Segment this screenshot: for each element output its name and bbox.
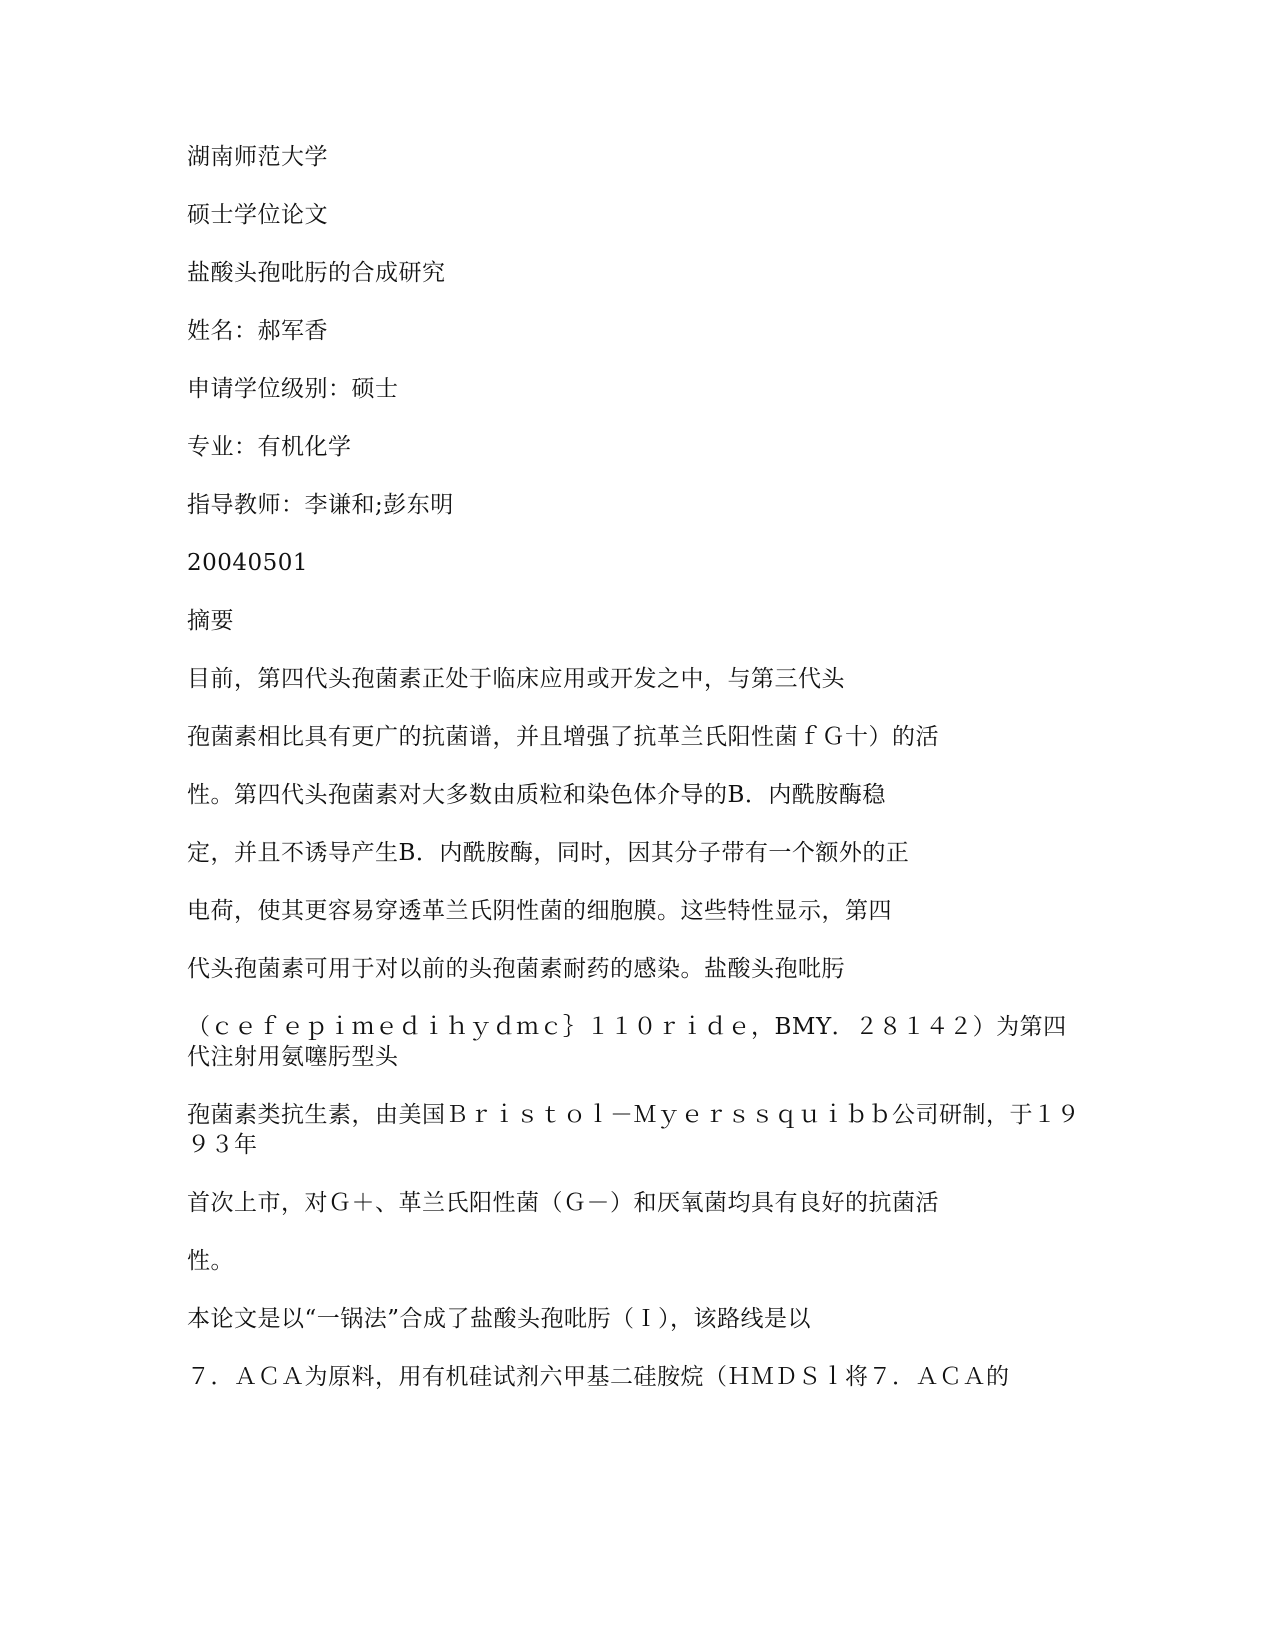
advisor: 指导教师：李谦和;彭东明 [187,492,454,518]
abstract-line: 本论文是以“一锅法”合成了盐酸头孢吡肟（Ｉ），该路线是以 [187,1306,812,1332]
university-name: 湖南师范大学 [187,144,328,170]
abstract-line: ７．ＡＣＡ为原料，用有机硅试剂六甲基二硅胺烷（ＨＭＤＳｌ将７．ＡＣＡ的 [187,1364,1010,1390]
degree-level: 申请学位级别：硕士 [187,376,399,402]
abstract-line: 孢菌素类抗生素，由美国Ｂｒｉｓｔｏｌ－Ｍｙｅｒｓｓｑｕｉｂｂ公司研制，于１９９３年 [187,1102,1080,1158]
abstract-line: 首次上市，对Ｇ＋、革兰氏阳性菌（Ｇ－）和厌氧菌均具有良好的抗菌活 [187,1190,939,1216]
date: 20040501 [187,550,309,576]
author-name: 姓名：郝军香 [187,318,328,344]
degree-type: 硕士学位论文 [187,202,328,228]
abstract-line: （ｃｅｆｅｐｉｍｅｄｉｈｙｄｍｃ｝１１０ｒｉｄｅ，ΒΜΥ．２８１４２）为第四代注射用氨噻肟型头 [187,1014,1067,1070]
abstract-line: 性。 [187,1248,234,1274]
abstract-line: 孢菌素相比具有更广的抗菌谱，并且增强了抗革兰氏阳性菌ｆＧ十）的活 [187,724,939,750]
abstract-line: 代头孢菌素可用于对以前的头孢菌素耐药的感染。盐酸头孢吡肟 [187,956,845,982]
abstract-line: 性。第四代头孢菌素对大多数由质粒和染色体介导的Β．内酰胺酶稳 [187,782,886,808]
abstract-line: 电荷，使其更容易穿透革兰氏阴性菌的细胞膜。这些特性显示，第四 [187,898,892,924]
abstract-heading: 摘要 [187,608,234,634]
major: 专业：有机化学 [187,434,352,460]
thesis-title: 盐酸头孢吡肟的合成研究 [187,260,446,286]
abstract-line: 目前，第四代头孢菌素正处于临床应用或开发之中，与第三代头 [187,666,845,692]
abstract-line: 定，并且不诱导产生Β．内酰胺酶，同时，因其分子带有一个额外的正 [187,840,910,866]
